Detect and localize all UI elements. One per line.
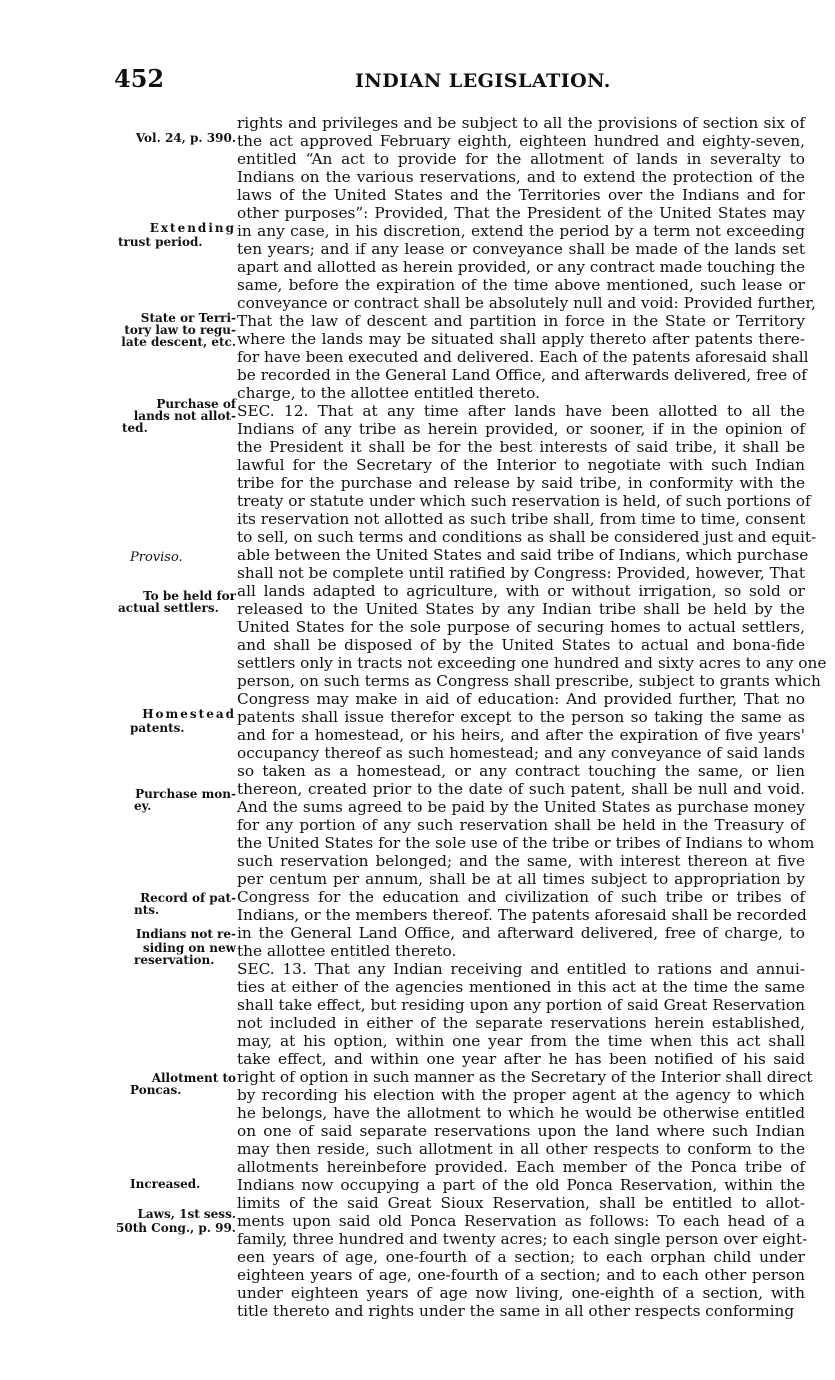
body-line: to sell, on such terms and conditions as shall be considered just and equit- — [237, 528, 817, 546]
body-line: take effect, and within one year after he has been notified of his said — [237, 1050, 805, 1068]
margin-note-line: tory law to regu- — [124, 323, 236, 337]
margin-note-line: Laws, 1st sess. — [137, 1207, 236, 1221]
body-line: Indians, or the members thereof. The patents aforesaid shall be recorded — [237, 906, 807, 924]
body-line: conveyance or contract shall be absolutely null and void: Provided further, — [237, 294, 816, 312]
margin-note-line: ey. — [134, 799, 152, 813]
body-line: SEC. 13. That any Indian receiving and entitled to rations and annui- — [237, 960, 805, 978]
margin-note-line: reservation. — [134, 953, 215, 967]
margin-note-line: Allotment to — [151, 1071, 236, 1085]
body-line: the act approved February eighth, eighteen hundred and eighty-seven, — [237, 132, 805, 150]
body-line: Indians now occupying a part of the old Ponca Reservation, within the — [237, 1176, 805, 1194]
body-line: in any case, in his discretion, extend the period by a term not exceeding — [237, 222, 805, 240]
body-line: its reservation not allotted as such tribe shall, from time to time, consent — [237, 510, 806, 528]
body-line: een years of age, one-fourth of a section; to each orphan child under — [237, 1248, 805, 1266]
body-line: occupancy thereof as such homestead; and any conveyance of said lands — [237, 744, 805, 762]
body-line: ments upon said old Ponca Reservation as follows: To each head of a — [237, 1212, 805, 1230]
body-line: That the law of descent and partition in force in the State or Territory — [237, 312, 805, 330]
body-line: able between the United States and said tribe of Indians, which purchase — [237, 546, 809, 564]
body-line: tribe for the purchase and release by said tribe, in conformity with the — [237, 474, 805, 492]
body-line: allotments hereinbefore provided. Each member of the Ponca tribe of — [237, 1158, 805, 1176]
body-line: eighteen years of age, one-fourth of a section; and to each other person — [237, 1266, 805, 1284]
margin-note-line: actual settlers. — [118, 601, 219, 615]
body-line: for have been executed and delivered. Each of the patents aforesaid shall — [237, 348, 809, 366]
body-line: ties at either of the agencies mentioned in this act at the time the same — [237, 978, 805, 996]
margin-note-line: Record of pat- — [140, 891, 236, 905]
margin-note-line: ted. — [122, 421, 148, 435]
margin-note-line: lands not allot- — [133, 409, 236, 423]
body-line: patents shall issue therefor except to the person so taking the same as — [237, 708, 805, 726]
body-line: United States for the sole purpose of securing homes to actual settlers, — [237, 618, 805, 636]
body-line: title thereto and rights under the same in all other respects conforming — [237, 1302, 795, 1320]
margin-note-line: Indians not re- — [135, 927, 236, 941]
body-line: ten years; and if any lease or conveyance shall be made of the lands set — [237, 240, 805, 258]
margin-note-line: patents. — [130, 721, 185, 735]
body-line: in the General Land Office, and afterward delivered, free of charge, to — [237, 924, 805, 942]
body-line: the United States for the sole use of the tribe or tribes of Indians to whom — [237, 834, 815, 852]
margin-note-line: Vol. 24, p. 390. — [135, 131, 236, 145]
margin-note-line: State or Terri- — [140, 311, 236, 325]
body-line: settlers only in tracts not exceeding one hundred and sixty acres to any one — [237, 654, 827, 672]
body-line: so taken as a homestead, or any contract touching the same, or lien — [237, 762, 805, 780]
body-line: treaty or statute under which such reservation is held, of such portions of — [237, 492, 811, 510]
margin-note-line: Homestead — [142, 707, 236, 721]
body-line: right of option in such manner as the Secretary of the Interior shall direct — [237, 1068, 813, 1086]
body-line: family, three hundred and twenty acres; to each single person over eight- — [237, 1230, 808, 1248]
body-line: for any portion of any such reservation shall be held in the Treasury of — [237, 816, 805, 834]
body-line: person, on such terms as Congress shall prescribe, subject to grants which — [237, 672, 821, 690]
body-line: and for a homestead, or his heirs, and after the expiration of five years' — [237, 726, 805, 744]
margin-note-line: To be held for — [143, 589, 236, 603]
body-line: laws of the United States and the Territories over the Indians and for — [237, 186, 805, 204]
body-line: where the lands may be situated shall apply thereto after patents there- — [237, 330, 805, 348]
margin-note-line: late descent, etc. — [121, 335, 236, 349]
body-line: be recorded in the General Land Office, and afterwards delivered, free of — [237, 366, 807, 384]
body-line: he belongs, have the allotment to which he would be otherwise entitled — [237, 1104, 805, 1122]
margin-note-line: Poncas. — [130, 1083, 182, 1097]
margin-note-line: nts. — [134, 903, 160, 917]
body-line: other purposes”: Provided, That the President of the United States may — [237, 204, 805, 222]
body-line: thereon, created prior to the date of such patent, shall be null and void. — [237, 780, 805, 798]
body-line: and shall be disposed of by the United States to actual and bona-fide — [237, 636, 805, 654]
margin-note-line: Proviso. — [130, 550, 183, 565]
body-line: released to the United States by any Indian tribe shall be held by the — [237, 600, 805, 618]
margin-note-line: Increased. — [130, 1177, 201, 1191]
body-line: limits of the said Great Sioux Reservation, shall be entitled to allot- — [237, 1194, 805, 1212]
body-line: And the sums agreed to be paid by the United States as purchase money — [237, 798, 805, 816]
body-line: shall not be complete until ratified by Congress: Provided, however, That — [237, 564, 805, 582]
body-line: under eighteen years of age now living, one-eighth of a section, with — [237, 1284, 805, 1302]
body-line: on one of said separate reservations upon the land where such Indian — [237, 1122, 805, 1140]
body-line: entitled “An act to provide for the allotment of lands in severalty to — [237, 150, 805, 168]
body-line: apart and allotted as herein provided, or any contract made touching the — [237, 258, 806, 276]
body-line: not included in either of the separate reservations herein established, — [237, 1014, 805, 1032]
page-number: 452 — [114, 64, 165, 93]
margin-note-line: trust period. — [118, 235, 203, 249]
body-line: may then reside, such allotment in all other respects to conform to the — [237, 1140, 805, 1158]
body-line: such reservation belonged; and the same, with interest thereon at five — [237, 852, 805, 870]
body-line: rights and privileges and be subject to all the provisions of section six of — [237, 114, 805, 132]
body-line: SEC. 12. That at any time after lands have been allotted to all the — [237, 402, 805, 420]
margin-note-line: Purchase mon- — [135, 787, 236, 801]
body-line: Indians on the various reservations, and to extend the protection of the — [237, 168, 805, 186]
body-line: Congress for the education and civilization of such tribe or tribes of — [237, 888, 805, 906]
body-line: shall take effect, but residing upon any portion of said Great Reservation — [237, 996, 805, 1014]
margin-note-line: Extending — [149, 221, 236, 235]
body-line: lawful for the Secretary of the Interior to negotiate with such Indian — [237, 456, 805, 474]
body-line: same, before the expiration of the time above mentioned, such lease or — [237, 276, 805, 294]
margin-note-line: 50th Cong., p. 99. — [116, 1221, 236, 1235]
body-line: the President it shall be for the best interests of said tribe, it shall be — [237, 438, 805, 456]
body-line: all lands adapted to agriculture, with or without irrigation, so sold or — [237, 582, 805, 600]
body-line: by recording his election with the proper agent at the agency to which — [237, 1086, 805, 1104]
margin-note-line: siding on new — [142, 941, 236, 955]
body-line: the allottee entitled thereto. — [237, 942, 457, 960]
body-line: per centum per annum, shall be at all times subject to appropriation by — [237, 870, 805, 888]
body-line: Indians of any tribe as herein provided, or sooner, if in the opinion of — [237, 420, 805, 438]
body-line: Congress may make in aid of education: And provided further, That no — [237, 690, 805, 708]
body-line: charge, to the allottee entitled thereto. — [237, 384, 540, 402]
running-head: INDIAN LEGISLATION. — [355, 70, 611, 92]
body-line: may, at his option, within one year from the time when this act shall — [237, 1032, 805, 1050]
margin-note-line: Purchase of — [156, 397, 236, 411]
